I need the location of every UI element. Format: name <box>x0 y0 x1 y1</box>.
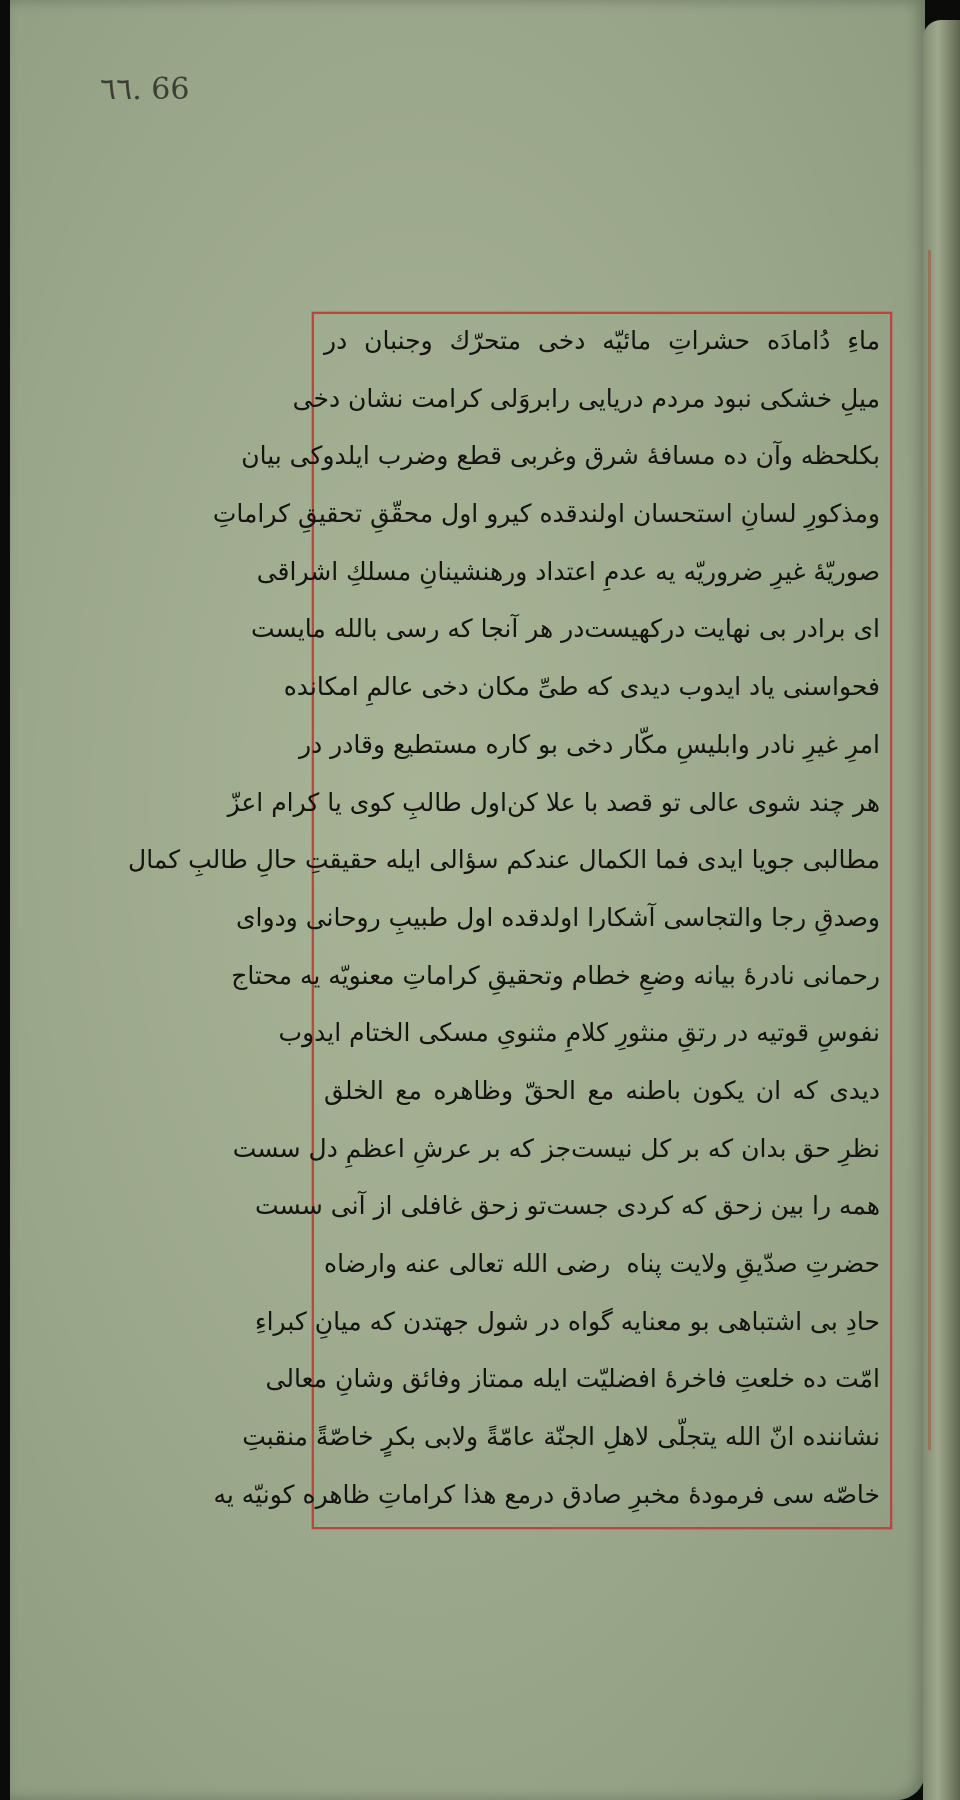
text-line: نشاننده انّ الله یتجلّی لاهلِ الجنّة عامّةً ولابی بکرٍ خاصّةً منقبتِ <box>242 1422 880 1452</box>
text-line: نفوسِ قوتیه در رتقِ منثورِ کلامِ مثنویِ مسکی الختام ایدوب <box>278 1018 880 1048</box>
next-page-ruling-line <box>928 250 931 1450</box>
text-line: رحمانی نادرهٔ بیانه وضعِ خطام وتحقیقِ کراماتِ معنویّه یه محتاج <box>231 960 880 990</box>
verse-line <box>255 1183 880 1229</box>
text-line: ومذکورِ لسانِ استحسان اولندقده کیرو اول محقّقِ تحقیقِ کراماتِ <box>212 499 880 529</box>
hemistich: تو زحق غافلی از آنی سست <box>255 1191 547 1221</box>
verse-line <box>292 376 880 422</box>
verse-line <box>232 1126 880 1172</box>
hemistich: بروَلی کرامت نشان دخی <box>292 383 552 413</box>
text-line: حادِ بی اشتباهی بو معنایه گواه در شول جهتدن که میانِ کبراءِ <box>254 1306 880 1336</box>
hemistich: جز که بر عرشِ اعظمِ دل سست <box>232 1133 572 1163</box>
hemistich: در هر آنجا که رسی بالله مایست <box>250 614 585 644</box>
text-line: مطالبی جویا ایدی فما الکمال عندکم سؤالی ایله حقیقتِ حالِ طالبِ کمال <box>128 845 880 875</box>
text-line: دیدی که ان یکون باطنه مع الحقّ وظاهره مع الخلق <box>324 1075 880 1105</box>
text-line: ماءِ دُا‌مادَه حشراتِ مائیّه دخی متحرّك وجنبان در <box>324 326 880 355</box>
text-line: صوریّهٔ غیرِ ضروریّه یه عدمِ اعتداد ورهنشینانِ مسلكِ اشراقی <box>256 556 880 586</box>
text-line: بکلحظه وآن ده مسافهٔ شرق وغربی قطع وضرب ایلدوکی بیان <box>241 441 880 471</box>
hemistich: رضی الله تعالی عنه وارضاه <box>324 1249 611 1278</box>
text-line: امّت ده خلعتِ فاخرهٔ افضلیّت ایله ممتاز وفائق وشانِ معالی <box>265 1364 880 1394</box>
hemistich: همه را بین زحق که کردی جست <box>546 1191 880 1221</box>
verse-line <box>250 606 880 652</box>
hemistich: اول طالبِ کوی یا کرام اعزّ <box>227 787 507 817</box>
hemistich: حضرتِ صدّیقِ ولایت پناه <box>626 1249 880 1278</box>
text-line: فحواسنی یاد ایدوب دیدی که طیِّ مکان دخی عالمِ امکانده <box>283 672 880 702</box>
hemistich: نظرِ حق بدان که بر کل نیست <box>571 1133 880 1163</box>
verse-line <box>227 780 880 826</box>
hemistich: هر چند شوی عالی تو قصد با علا کن <box>506 787 880 817</box>
text-line: وصدقِ رجا والتجاسی آشکارا اولدقده اول طبیبِ روحانی ودوای <box>235 902 880 932</box>
text-line: خاصّه سی فرموده‌ٔ مخبرِ صادق درمع هذا کراماتِ ظاهره کونیّه یه <box>213 1479 880 1509</box>
manuscript-text-block <box>128 318 880 1518</box>
text-line: امرِ غیرِ نادر وابلیسِ مکّار دخی بو کاره مستطیع وقادر در <box>299 729 880 759</box>
verse-line <box>324 1241 880 1287</box>
hemistich: ای برادر بی نهایت درکهیست <box>584 614 880 644</box>
hemistich: میلِ خشکی نبود مردم دریایی را <box>551 383 880 413</box>
folio-number: ٦٦. 66 <box>100 72 190 107</box>
